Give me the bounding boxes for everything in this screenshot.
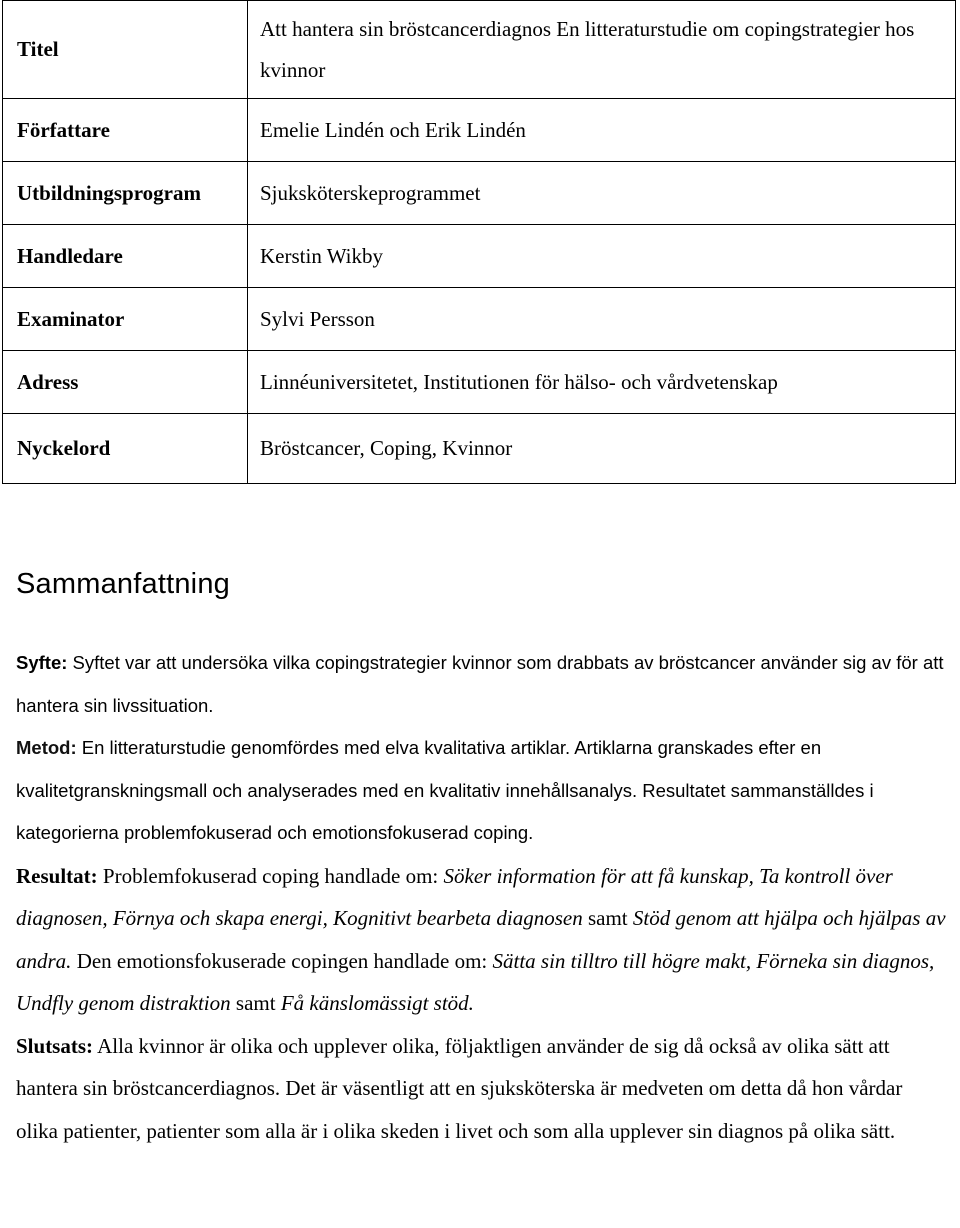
metadata-row-supervisor bbox=[3, 225, 956, 288]
slutsats-label: Slutsats: bbox=[16, 1033, 94, 1058]
slutsats-paragraph bbox=[16, 1025, 946, 1153]
syfte-paragraph bbox=[16, 642, 946, 727]
metadata-row-program bbox=[3, 162, 956, 225]
slutsats-text: Alla kvinnor är olika och upplever olika, följaktligen använder de sig då också av olika sätt att hantera sin bröstcancerdiagnos. Det är väsentligt att en sjuksköterska är medveten om detta då hon vårdar olika patienter, patienter som alla är i olika skeden i livet och som alla upplever sin diagnos på olika sätt. bbox=[16, 1033, 903, 1143]
metod-paragraph bbox=[16, 727, 946, 855]
label-title: Titel bbox=[3, 1, 248, 99]
metadata-row-keywords bbox=[3, 414, 956, 484]
value-keywords: Bröstcancer, Coping, Kvinnor bbox=[248, 414, 956, 484]
value-address: Linnéuniversitetet, Institutionen för hälso- och vårdvetenskap bbox=[248, 351, 956, 414]
resultat-italic-3: Sätta sin tilltro till högre makt, Förneka sin diagnos, Undfly genom distraktion bbox=[16, 948, 935, 1015]
metod-text: En litteraturstudie genomfördes med elva kvalitativa artiklar. Artiklarna granskades efter en kvalitetgranskningsmall och analyserades med en kvalitativ innehållsanalys. Resultatet sammanställdes i kategorierna problemfokuserad och emotionsfokuserad coping. bbox=[16, 737, 874, 843]
abstract-body bbox=[16, 642, 946, 1152]
metadata-table bbox=[2, 0, 956, 484]
metod-label: Metod: bbox=[16, 737, 77, 758]
resultat-text-3: Den emotionsfokuserade copingen handlade om: bbox=[71, 948, 493, 973]
value-examiner: Sylvi Persson bbox=[248, 288, 956, 351]
label-keywords: Nyckelord bbox=[3, 414, 248, 484]
value-supervisor: Kerstin Wikby bbox=[248, 225, 956, 288]
resultat-italic-2: Stöd genom att hjälpa och hjälpas av andra. bbox=[16, 906, 946, 973]
syfte-text: Syftet var att undersöka vilka copingstrategier kvinnor som drabbats av bröstcancer använder sig av för att hantera sin livssituation. bbox=[16, 652, 944, 716]
value-authors: Emelie Lindén och Erik Lindén bbox=[248, 99, 956, 162]
metadata-row-address bbox=[3, 351, 956, 414]
label-address: Adress bbox=[3, 351, 248, 414]
resultat-text-1: Problemfokuserad coping handlade om: bbox=[97, 863, 444, 888]
metadata-row-authors bbox=[3, 99, 956, 162]
value-title: Att hantera sin bröstcancerdiagnos En litteraturstudie om copingstrategier hos kvinnor bbox=[248, 1, 956, 99]
resultat-text-2: samt bbox=[582, 906, 633, 930]
syfte-label: Syfte: bbox=[16, 652, 68, 673]
resultat-italic-1: Söker information för att få kunskap, Ta kontroll över diagnosen, Förnya och skapa energi, Kognitivt bearbeta diagnosen bbox=[16, 863, 893, 930]
label-examiner: Examinator bbox=[3, 288, 248, 351]
label-authors: Författare bbox=[3, 99, 248, 162]
label-supervisor: Handledare bbox=[3, 225, 248, 288]
resultat-italic-4: Få känslomässigt stöd. bbox=[280, 991, 474, 1015]
summary-heading: Sammanfattning bbox=[16, 568, 230, 600]
resultat-label: Resultat: bbox=[16, 863, 98, 888]
metadata-row-examiner bbox=[3, 288, 956, 351]
resultat-paragraph bbox=[16, 855, 946, 1025]
value-program: Sjuksköterskeprogrammet bbox=[248, 162, 956, 225]
resultat-text-4: samt bbox=[230, 991, 281, 1015]
label-program: Utbildningsprogram bbox=[3, 162, 248, 225]
metadata-row-title bbox=[3, 1, 956, 99]
